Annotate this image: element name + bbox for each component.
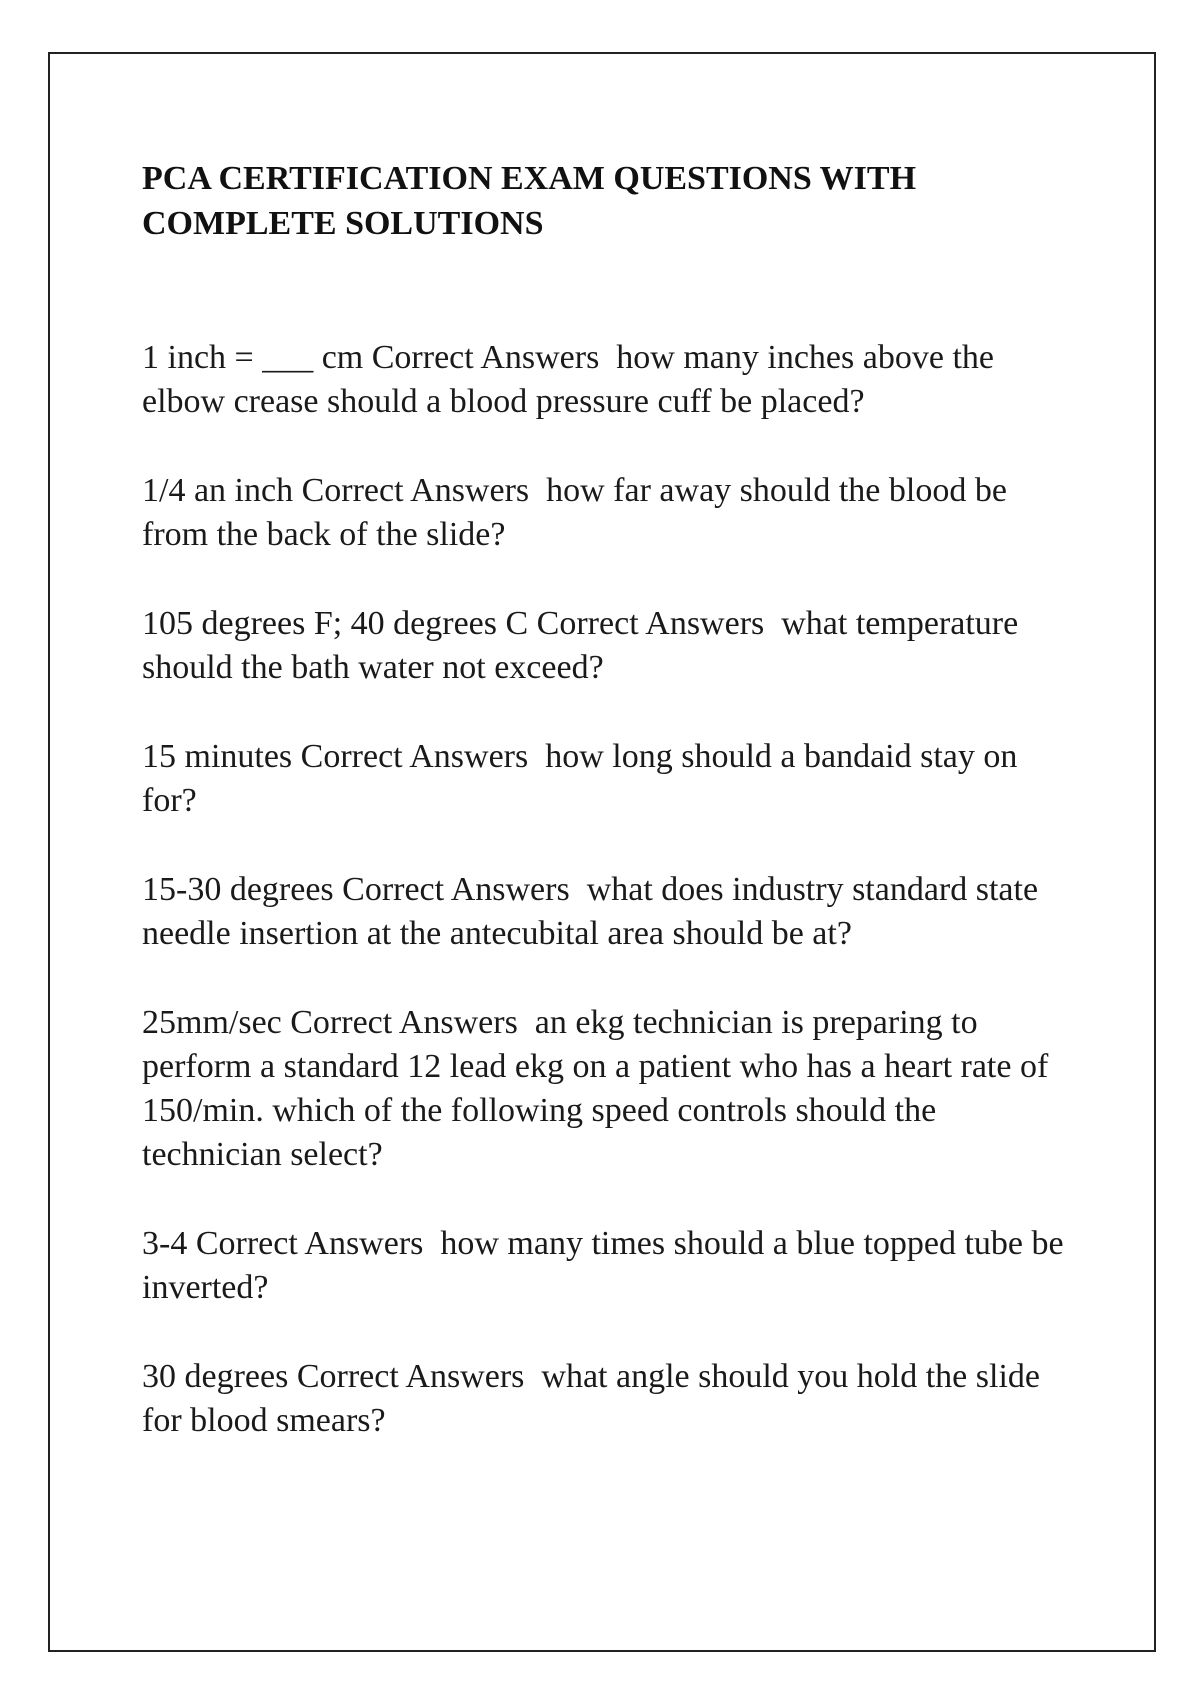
qa-item xyxy=(142,1222,1072,1310)
qa-item xyxy=(142,1001,1072,1177)
document-body xyxy=(142,156,1072,1488)
qa-item xyxy=(142,868,1072,956)
qa-text: 105 degrees F; 40 degrees C Correct Answers what temperature should the bath water not exceed? xyxy=(142,605,1027,686)
qa-text: 30 degrees Correct Answers what angle should you hold the slide for blood smears? xyxy=(142,1358,1049,1439)
qa-text: 15-30 degrees Correct Answers what does industry standard state needle insertion at the antecubital area should be at? xyxy=(142,871,1047,952)
qa-item xyxy=(142,735,1072,823)
qa-item xyxy=(142,602,1072,690)
qa-text: 25mm/sec Correct Answers an ekg technician is preparing to perform a standard 12 lead ekg on a patient who has a heart rate of 150/min. which of the following speed controls should the technician select? xyxy=(142,1004,1057,1173)
qa-text: 1/4 an inch Correct Answers how far away should the blood be from the back of the slide? xyxy=(142,472,1016,553)
qa-item xyxy=(142,1355,1072,1443)
qa-item xyxy=(142,469,1072,557)
qa-text: 1 inch = ___ cm Correct Answers how many inches above the elbow crease should a blood pressure cuff be placed? xyxy=(142,339,1003,420)
document-title: PCA CERTIFICATION EXAM QUESTIONS WITH COMPLETE SOLUTIONS xyxy=(142,160,917,242)
qa-text: 15 minutes Correct Answers how long should a bandaid stay on for? xyxy=(142,738,1026,819)
qa-text: 3-4 Correct Answers how many times should a blue topped tube be inverted? xyxy=(142,1225,1073,1306)
qa-item xyxy=(142,336,1072,424)
